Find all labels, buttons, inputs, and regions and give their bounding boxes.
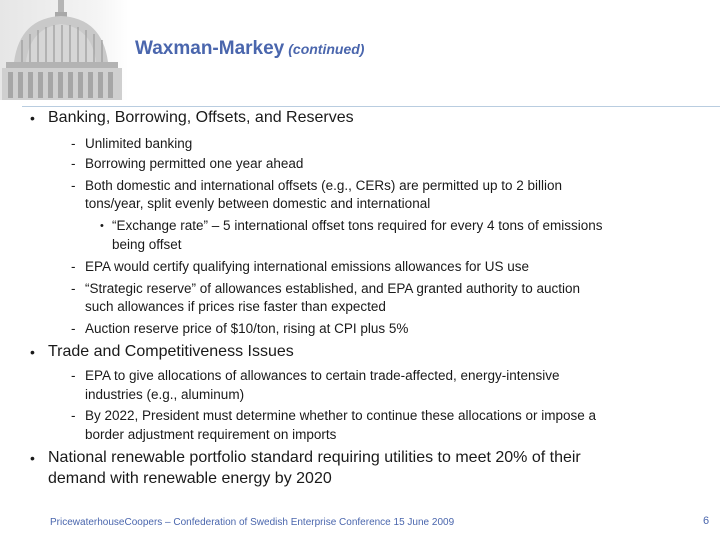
subitem-offsets-continued: tons/year, split evenly between domestic and international (85, 196, 431, 211)
bullet-text: Banking, Borrowing, Offsets, and Reserves (48, 109, 354, 126)
dash-icon: - (71, 408, 76, 423)
subitem-text: Both domestic and international offsets (e.g., CERs) are permitted up to 2 billion (85, 178, 563, 193)
subitem-text: Borrowing permitted one year ahead (85, 156, 304, 171)
sub-bullet-icon: • (100, 220, 104, 232)
bullet-text: Trade and Competitiveness Issues (48, 343, 294, 360)
bullet-renewable-continued: demand with renewable energy by 2020 (48, 470, 332, 487)
subitem-text: EPA would certify qualifying international emissions allowances for US use (85, 259, 529, 274)
subitem-text: “Strategic reserve” of allowances established, and EPA granted authority to auction (85, 281, 581, 296)
subsubitem-exchange-continued: being offset (112, 237, 182, 252)
dash-icon: - (71, 156, 76, 171)
slide-title (135, 38, 364, 60)
title-divider (22, 106, 720, 107)
subitem-strategic-reserve-continued: such allowances if prices rise faster than expected (85, 299, 386, 314)
subsubitem-text: “Exchange rate” – 5 international offset tons required for every 4 tons of emissions (112, 218, 603, 233)
subitem-text: Unlimited banking (85, 136, 193, 151)
page-number: 6 (703, 515, 710, 527)
bullet-icon: • (30, 450, 35, 466)
slide-title-main: Waxman-Markey (135, 38, 285, 59)
dash-icon: - (71, 259, 76, 274)
dash-icon: - (71, 136, 76, 151)
subitem-text: Auction reserve price of $10/ton, rising at CPI plus 5% (85, 321, 409, 336)
subitem-president-determine-continued: border adjustment requirement on imports (85, 427, 337, 442)
bullet-text: National renewable portfolio standard requiring utilities to meet 20% of their (48, 449, 581, 466)
bullet-icon: • (30, 110, 35, 126)
dash-icon: - (71, 178, 76, 193)
capitol-dome-image (0, 0, 128, 100)
footer-text: PricewaterhouseCoopers – Confederation of Swedish Enterprise Conference 15 June 2009 (50, 517, 455, 528)
subitem-text: EPA to give allocations of allowances to certain trade-affected, energy-intensive (85, 368, 560, 383)
dash-icon: - (71, 281, 76, 296)
subitem-epa-allocations-continued: industries (e.g., aluminum) (85, 387, 245, 402)
slide-title-subtitle: (continued) (288, 41, 365, 57)
subitem-text: By 2022, President must determine whether to continue these allocations or impose a (85, 408, 597, 423)
dash-icon: - (71, 321, 76, 336)
bullet-icon: • (30, 344, 35, 360)
dash-icon: - (71, 368, 76, 383)
